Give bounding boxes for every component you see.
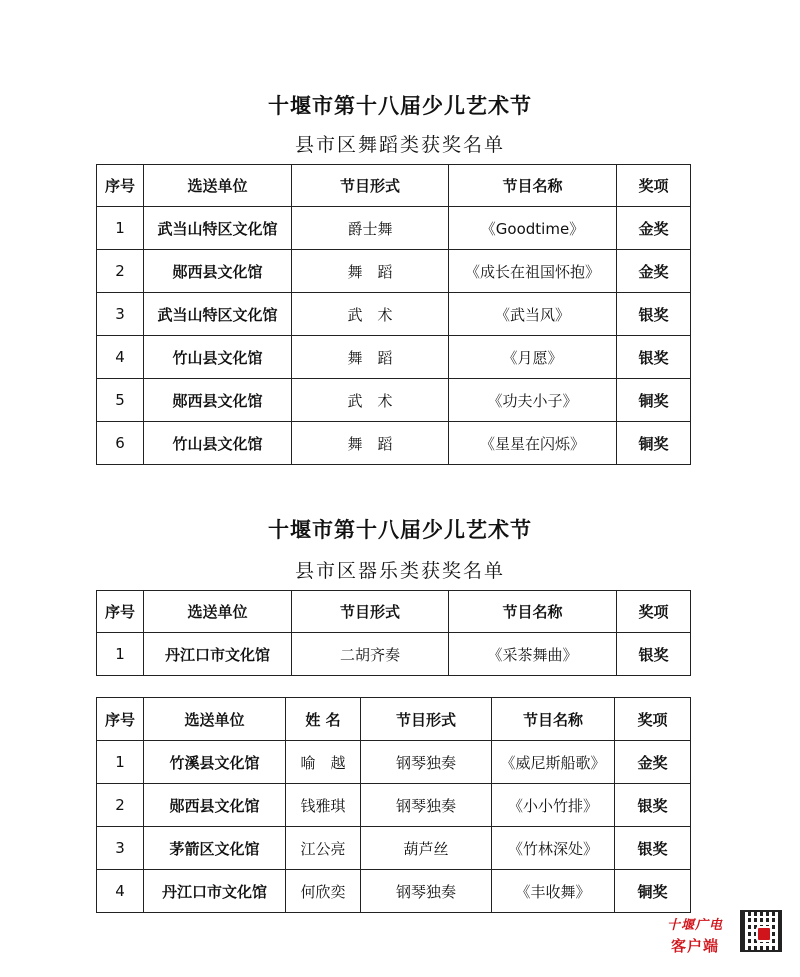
row-index: 3	[97, 827, 144, 870]
row-index: 5	[97, 379, 144, 422]
row-index: 2	[97, 250, 144, 293]
row-award: 银奖	[617, 293, 691, 336]
dance-header-row	[97, 165, 691, 207]
row-form: 钢琴独奏	[361, 741, 492, 784]
table-row	[97, 741, 691, 784]
row-name: 江公亮	[286, 827, 361, 870]
dance-award-table	[96, 164, 691, 465]
music-group-table	[96, 590, 691, 676]
watermark-line1: 十堰广电	[666, 918, 723, 933]
row-unit: 郧西县文化馆	[144, 784, 286, 827]
header-award: 奖项	[617, 165, 691, 207]
music-solo-header-row	[97, 698, 691, 741]
row-unit: 竹山县文化馆	[144, 336, 292, 379]
header-program: 节目名称	[492, 698, 615, 741]
qr-code-icon	[740, 910, 782, 952]
header-form: 节目形式	[292, 165, 449, 207]
row-unit: 丹江口市文化馆	[144, 870, 286, 913]
row-unit: 武当山特区文化馆	[144, 293, 292, 336]
row-program: 《武当风》	[449, 293, 617, 336]
row-unit: 郧西县文化馆	[144, 250, 292, 293]
row-index: 1	[97, 207, 144, 250]
row-program: 《丰收舞》	[492, 870, 615, 913]
row-award: 银奖	[615, 827, 691, 870]
row-form: 舞 蹈	[292, 422, 449, 465]
row-index: 6	[97, 422, 144, 465]
header-form: 节目形式	[292, 591, 449, 633]
row-form: 葫芦丝	[361, 827, 492, 870]
row-award: 金奖	[617, 250, 691, 293]
row-program: 《小小竹排》	[492, 784, 615, 827]
table-row	[97, 633, 691, 676]
row-award: 银奖	[615, 784, 691, 827]
row-form: 武 术	[292, 293, 449, 336]
music-subtitle: 县市区器乐类获奖名单	[294, 560, 505, 582]
row-name: 何欣奕	[286, 870, 361, 913]
row-name: 钱雅琪	[286, 784, 361, 827]
row-unit: 茅箭区文化馆	[144, 827, 286, 870]
header-unit: 选送单位	[144, 165, 292, 207]
row-index: 1	[97, 741, 144, 784]
header-index: 序号	[97, 591, 144, 633]
header-name: 姓 名	[286, 698, 361, 741]
music-solo-table	[96, 697, 691, 913]
table-row	[97, 250, 691, 293]
row-unit: 武当山特区文化馆	[144, 207, 292, 250]
row-program: 《成长在祖国怀抱》	[449, 250, 617, 293]
music-group-header-row	[97, 591, 691, 633]
row-form: 爵士舞	[292, 207, 449, 250]
row-program: 《采茶舞曲》	[449, 633, 617, 676]
row-award: 银奖	[617, 633, 691, 676]
row-program: 《Goodtime》	[449, 207, 617, 250]
header-form: 节目形式	[361, 698, 492, 741]
row-award: 金奖	[617, 207, 691, 250]
row-program: 《威尼斯船歌》	[492, 741, 615, 784]
table-row	[97, 379, 691, 422]
watermark-line2: 客户端	[670, 937, 719, 955]
row-index: 3	[97, 293, 144, 336]
row-award: 银奖	[617, 336, 691, 379]
header-index: 序号	[97, 165, 144, 207]
header-index: 序号	[97, 698, 144, 741]
dance-subtitle: 县市区舞蹈类获奖名单	[294, 134, 505, 156]
row-unit: 丹江口市文化馆	[144, 633, 292, 676]
header-unit: 选送单位	[144, 698, 286, 741]
row-form: 二胡齐奏	[292, 633, 449, 676]
row-form: 舞 蹈	[292, 250, 449, 293]
row-index: 4	[97, 870, 144, 913]
row-form: 钢琴独奏	[361, 784, 492, 827]
header-program: 节目名称	[449, 165, 617, 207]
row-index: 1	[97, 633, 144, 676]
header-unit: 选送单位	[144, 591, 292, 633]
row-award: 铜奖	[615, 870, 691, 913]
row-name: 喻 越	[286, 741, 361, 784]
music-title: 十堰市第十八届少儿艺术节	[268, 518, 532, 542]
row-program: 《星星在闪烁》	[449, 422, 617, 465]
table-row	[97, 784, 691, 827]
header-award: 奖项	[615, 698, 691, 741]
table-row	[97, 827, 691, 870]
row-unit: 竹溪县文化馆	[144, 741, 286, 784]
table-row	[97, 293, 691, 336]
row-unit: 竹山县文化馆	[144, 422, 292, 465]
row-index: 4	[97, 336, 144, 379]
row-program: 《竹林深处》	[492, 827, 615, 870]
table-row	[97, 422, 691, 465]
header-award: 奖项	[617, 591, 691, 633]
row-form: 舞 蹈	[292, 336, 449, 379]
table-row	[97, 207, 691, 250]
row-program: 《功夫小子》	[449, 379, 617, 422]
row-award: 铜奖	[617, 422, 691, 465]
table-row	[97, 336, 691, 379]
row-form: 武 术	[292, 379, 449, 422]
row-award: 金奖	[615, 741, 691, 784]
row-index: 2	[97, 784, 144, 827]
row-form: 钢琴独奏	[361, 870, 492, 913]
table-row	[97, 870, 691, 913]
app-watermark	[660, 914, 730, 956]
row-unit: 郧西县文化馆	[144, 379, 292, 422]
dance-title: 十堰市第十八届少儿艺术节	[268, 94, 532, 118]
row-award: 铜奖	[617, 379, 691, 422]
row-program: 《月愿》	[449, 336, 617, 379]
header-program: 节目名称	[449, 591, 617, 633]
